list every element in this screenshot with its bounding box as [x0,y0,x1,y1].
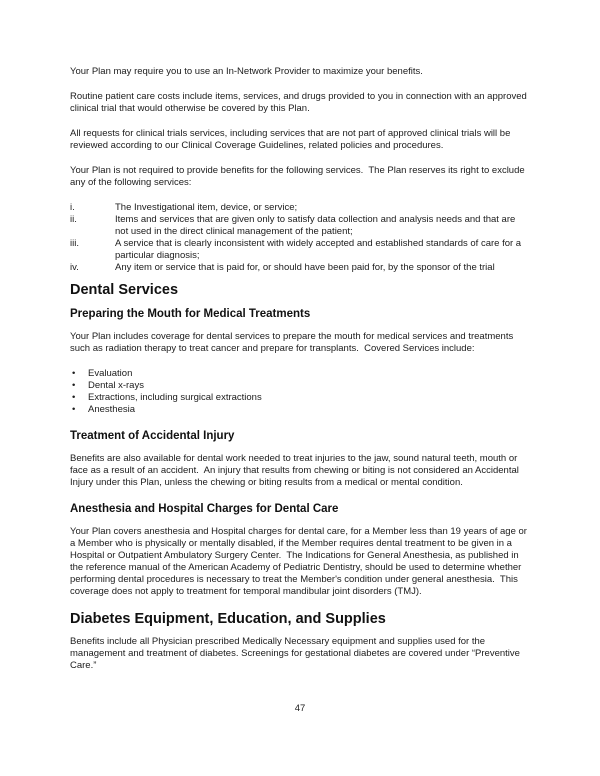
list-item [70,380,530,392]
paragraph-diabetes-equipment: Benefits include all Physician prescribed Medically Necessary equipment and supplies used for the management and treatment of diabetes. Screenings for gestational diabetes are covered under “Preventive Care.” [70,636,523,671]
list-item [70,238,530,262]
list-item [70,404,530,416]
list-item [70,392,530,404]
list-item-text: • Dental x-rays [88,380,144,391]
page-number: 47 [294,703,306,714]
covered-services-list [70,368,530,416]
section-heading-diabetes-equipment: Diabetes Equipment, Education, and Supplies [70,611,386,627]
list-item [70,214,530,238]
intro-paragraph-exclusions-lead: Your Plan is not required to provide benefits for the following services. The Plan reserves its right to exclude any of the following services: [70,165,528,188]
paragraph-accidental-injury: Benefits are also available for dental work needed to treat injuries to the jaw, sound natural teeth, mouth or face as a result of an accident. An injury that results from chewing or biting is not considered an Accidental Injury under this Plan, unless the chewing or biting results from a medical or mental condition. [70,453,522,488]
list-item [70,202,530,214]
list-marker: iii. [70,238,79,249]
paragraph-anesthesia-hospital-charges: Your Plan covers anesthesia and Hospital charges for dental care, for a Member less than 19 years of age or a Member who is physically or mentally disabled, if the Member requires dental treatment to be given in a Hospital or Outpatient Ambulatory Surgery Center. The Indications for General Anesthesia, as published in the reference manual of the American Academy of Pediatric Dentistry, should be used to determine whether performing dental procedures is necessary to treat the Member's condition under general anesthesia. This coverage does not apply to treatment for temporal mandibular joint disorders (TMJ). [70,526,530,597]
subsection-heading-accidental-injury: Treatment of Accidental Injury [70,430,235,442]
list-item-text: The Investigational item, device, or service; [115,202,298,213]
paragraph-preparing-mouth: Your Plan includes coverage for dental services to prepare the mouth for medical services and treatments such as radiation therapy to treat cancer and prepare for transplants. Covered Services include: [70,331,516,354]
list-marker: ii. [70,214,77,225]
excluded-services-list [70,202,530,274]
section-heading-dental-services: Dental Services [70,282,179,298]
intro-paragraph-network-provider: Your Plan may require you to use an In-Network Provider to maximize your benefits. [70,66,423,77]
list-item [70,368,530,380]
list-marker: iv. [70,262,79,273]
intro-paragraph-routine-care: Routine patient care costs include items, services, and drugs provided to you in connection with an approved clinical trial that would otherwise be covered by this Plan. [70,91,530,114]
list-item-text: • Anesthesia [88,404,136,415]
list-item-text: Items and services that are given only to satisfy data collection and analysis needs and that are not used in the direct clinical management of the patient; [115,214,518,237]
list-item-text: • Evaluation [88,368,133,379]
subsection-heading-anesthesia-hospital-charges: Anesthesia and Hospital Charges for Dental Care [70,503,339,515]
list-item [70,262,530,274]
list-marker: i. [70,202,75,213]
list-item-text: • Extractions, including surgical extractions [88,392,262,403]
intro-paragraph-clinical-trials: All requests for clinical trials services, including services that are not part of approved clinical trials will be reviewed according to our Clinical Coverage Guidelines, related policies and procedures. [70,128,513,151]
list-item-text: A service that is clearly inconsistent with widely accepted and established standards of care for a particular diagnosis; [115,238,524,261]
subsection-heading-preparing-mouth: Preparing the Mouth for Medical Treatments [70,308,311,320]
list-item-text: Any item or service that is paid for, or should have been paid for, by the sponsor of the trial [115,262,495,273]
